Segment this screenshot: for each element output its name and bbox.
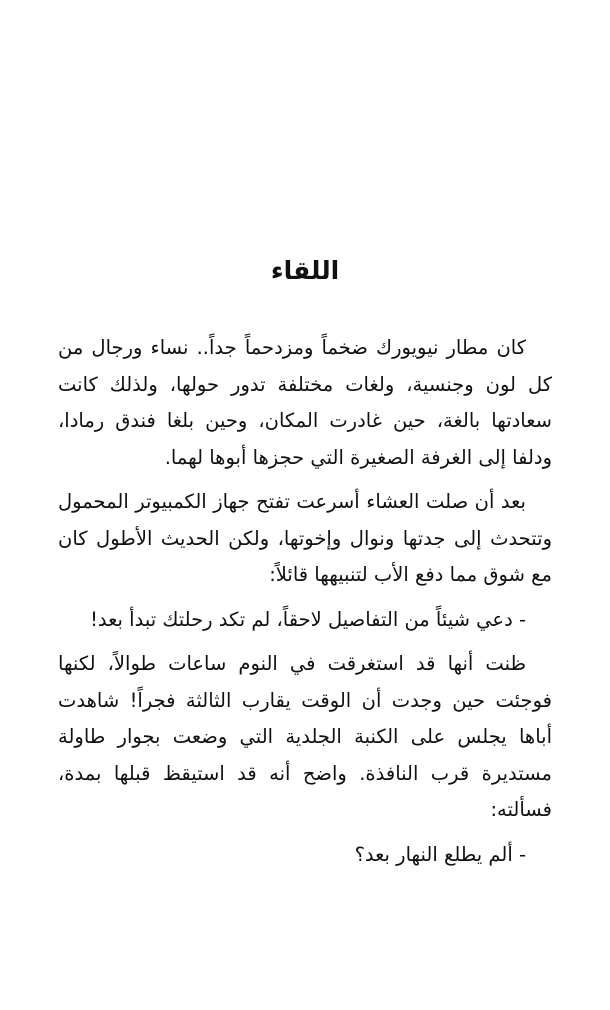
paragraph-computer-call: بعد أن صلت العشاء أسرعت تفتح جهاز الكمبيوتر المحمول وتتحدث إلى جدتها ونوال وإخوتها، ولكن الحديث الأطول كان مع شوق مما دفع الأب لتنبيهها قائلاً: xyxy=(58,490,552,586)
paragraph-arrival: كان مطار نيويورك ضخماً ومزدحماً جداً.. نساء ورجال من كل لون وجنسية، ولغات مختلفة تدور حولها، ولذلك كانت سعادتها بالغة، حين غادرت المكان، وحين بلغا فندق رمادا، ودلفا إلى الغرفة الصغيرة التي حجزها أبوها لهما. xyxy=(58,336,552,469)
dialogue-question: - ألم يطلع النهار بعد؟ xyxy=(354,842,526,866)
paragraph-waking: ظنت أنها قد استغرقت في النوم ساعات طوالاً، لكنها فوجئت حين وجدت أن الوقت يقارب الثالثة فجراً! شاهدت أباها يجلس على الكنبة الجلدية التي وضعت بجوار طاولة مستديرة قرب النافذة. واضح أنه قد استيقظ قبلها بمدة، فسألته: xyxy=(58,652,552,821)
chapter-title: اللقاء xyxy=(270,256,340,285)
dialogue-father: - دعي شيئاً من التفاصيل لاحقاً، لم تكد رحلتك تبدأ بعد! xyxy=(90,607,526,631)
chapter-body xyxy=(58,330,552,881)
